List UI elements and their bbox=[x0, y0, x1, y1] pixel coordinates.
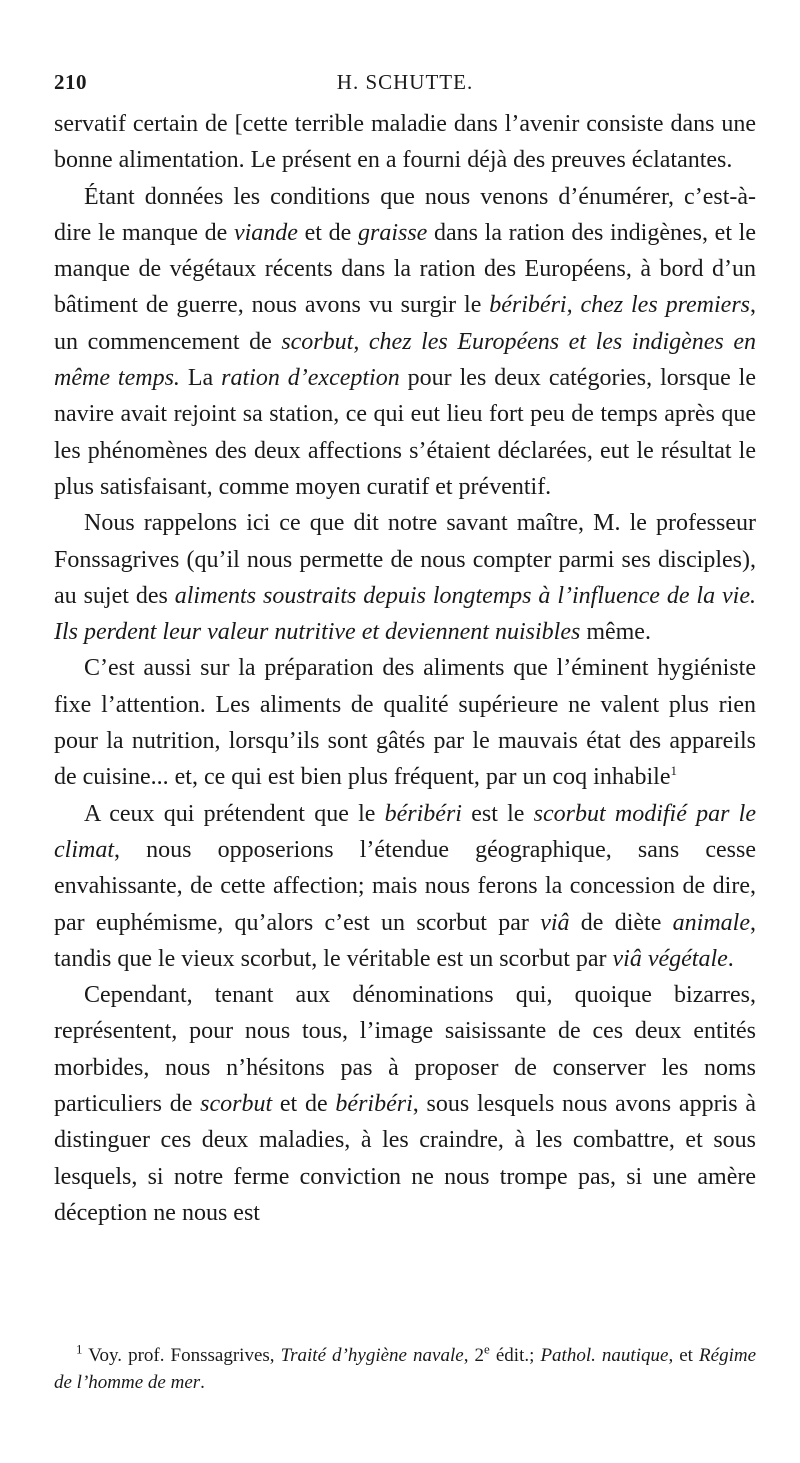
italic-text: viande bbox=[233, 219, 298, 246]
superscript: 1 bbox=[76, 1341, 83, 1357]
page-number: 210 bbox=[54, 70, 87, 94]
paragraph bbox=[54, 977, 756, 1231]
text-run: de diète bbox=[569, 909, 673, 936]
italic-text: chez les Européens et les indigènes en même temps. bbox=[54, 328, 757, 392]
text-run: La bbox=[179, 365, 222, 392]
text-run: édit.; bbox=[489, 1345, 541, 1366]
italic-text: Traité d’hygiène navale bbox=[280, 1345, 464, 1366]
text-run: Cependant, tenant aux dénominations qui, quoique bizarres, représentent, pour nous tous, l’image saisissante de ces deux entités morbides, nous n’hésitons pas à proposer de conserver les noms particuliers de bbox=[54, 982, 756, 1118]
paragraph bbox=[54, 505, 756, 650]
text-run: pour les deux catégories, lorsque le navire avait rejoint sa station, ce qui eut lieu fort peu de temps après que les phénomènes des deux affections s’étaient déclarées, eut le résultat le plus satisfaisant, comme moyen curatif et préventif. bbox=[54, 365, 756, 500]
text-run: et de bbox=[297, 219, 358, 246]
text-run: C’est aussi sur la préparation des aliments que l’éminent hygiéniste fixe l’attention. Les aliments de qualité supérieure ne valent plus rien pour la nutrition, lorsqu’ils sont gâtés par le mauvais état des appareils de cuisine... et, ce qui est bien plus fréquent, par un coq inhabile bbox=[54, 655, 756, 791]
italic-text: ration d’exception bbox=[221, 365, 400, 392]
text-run: , 2 bbox=[463, 1345, 485, 1366]
italic-text: Pathol. nautique bbox=[540, 1345, 669, 1366]
text-run: même. bbox=[580, 619, 651, 646]
text-run: Étant données les conditions que nous venons d’énumérer, c’est-à-dire le manque de bbox=[54, 183, 756, 246]
italic-text: aliments soustraits depuis longtemps à l’influence de la vie. Ils perdent leur valeur nutritive et deviennent nuisibles bbox=[54, 582, 756, 646]
footnote bbox=[54, 1342, 756, 1396]
text-run: A ceux qui prétendent que le bbox=[84, 800, 385, 827]
italic-text: Régime de l’homme de mer bbox=[54, 1345, 757, 1393]
text-run: et de bbox=[272, 1091, 336, 1118]
page-header bbox=[54, 62, 756, 102]
italic-text: béribéri bbox=[335, 1091, 413, 1118]
superscript: 1 bbox=[670, 763, 677, 779]
text-run: . bbox=[727, 945, 734, 972]
italic-text: béribéri, chez les premiers bbox=[489, 292, 750, 319]
text-run: est le bbox=[461, 800, 534, 827]
text-run: , nous opposerions l’étendue géographique, sans cesse envahissante, de cette affection; mais nous ferons la concession de dire, par euphémisme, qu’alors c’est un scorbut par bbox=[54, 836, 756, 936]
footnotes bbox=[54, 1342, 756, 1396]
text-run: , un commencement de bbox=[54, 292, 756, 355]
paragraph bbox=[54, 796, 756, 977]
superscript: e bbox=[484, 1341, 490, 1357]
body-text bbox=[54, 106, 756, 1231]
italic-text: scorbut bbox=[200, 1091, 273, 1118]
running-head: H. SCHUTTE. bbox=[336, 70, 474, 94]
text-run: , tandis que le vieux scorbut, le véritable est un scorbut par bbox=[54, 909, 756, 972]
text-run: . bbox=[200, 1372, 205, 1393]
text-run: , et bbox=[668, 1345, 700, 1366]
page bbox=[54, 62, 756, 1231]
italic-text: scorbut modifié par le climat bbox=[54, 800, 757, 863]
text-run: , sous lesquels nous avons appris à distinguer ces deux maladies, à les craindre, à les combattre, et sous lesquels, si notre ferme conviction ne nous trompe pas, si une amère déception ne nous est bbox=[54, 1091, 756, 1226]
italic-text: animale bbox=[672, 909, 750, 936]
text-run: , bbox=[353, 328, 369, 355]
paragraph bbox=[54, 179, 756, 506]
text-run: servatif certain de [cette terrible maladie dans l’avenir consiste dans une bonne alimentation. Le présent en a fourni déjà des preuves éclatantes. bbox=[54, 111, 756, 174]
text-run: Nous rappelons ici ce que dit notre savant maître, M. le professeur Fonssagrives (qu’il nous permette de nous compter parmi ses disciples), au sujet des bbox=[54, 510, 756, 609]
italic-text: viâ bbox=[540, 909, 570, 936]
paragraph bbox=[54, 106, 756, 179]
italic-text: béribéri bbox=[384, 800, 462, 827]
italic-text: graisse bbox=[357, 219, 428, 246]
paragraph bbox=[54, 650, 756, 795]
italic-text: scorbut bbox=[281, 328, 354, 355]
text-run: dans la ration des indigènes, et le manque de végétaux récents dans la ration des Européens, à bord d’un bâtiment de guerre, nous avons vu surgir le bbox=[54, 219, 756, 319]
text-run: Voy. prof. Fonssagrives, bbox=[82, 1345, 281, 1366]
italic-text: viâ végétale bbox=[612, 945, 728, 972]
